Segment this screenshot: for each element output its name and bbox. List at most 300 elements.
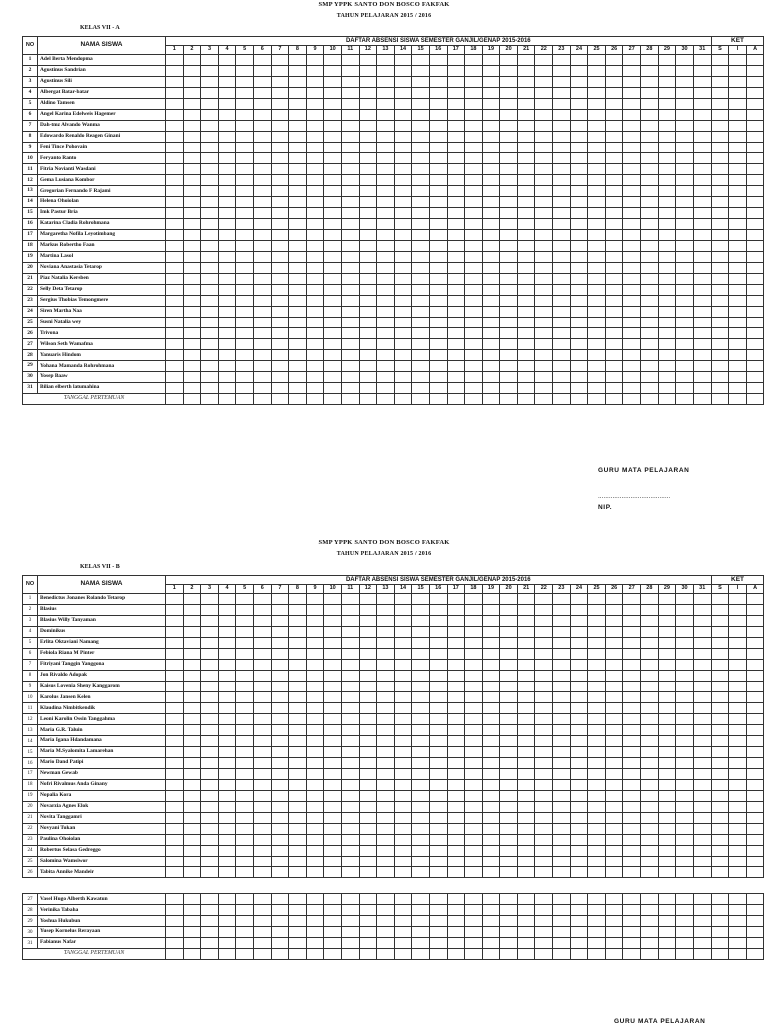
attendance-cell (605, 834, 623, 845)
student-row (23, 801, 764, 812)
attendance-cell (341, 812, 359, 823)
attendance-cell (289, 87, 307, 98)
student-name: Tabita Annike Mandeir (38, 867, 166, 878)
attendance-cell (500, 736, 518, 747)
attendance-cell (553, 219, 571, 230)
attendance-cell (271, 65, 289, 76)
attendance-cell (658, 916, 676, 927)
attendance-cell (465, 175, 483, 186)
attendance-cell (500, 747, 518, 758)
attendance-cell (218, 725, 236, 736)
attendance-cell (570, 98, 588, 109)
attendance-cell (412, 175, 430, 186)
attendance-cell (394, 284, 412, 295)
attendance-cell (324, 251, 342, 262)
attendance-cell (500, 758, 518, 769)
attendance-cell (535, 175, 553, 186)
attendance-cell (306, 769, 324, 780)
student-number: 4 (23, 626, 38, 637)
attendance-cell (658, 894, 676, 905)
attendance-cell (253, 736, 271, 747)
attendance-cell (500, 812, 518, 823)
attendance-cell (306, 670, 324, 681)
student-row (23, 594, 764, 605)
attendance-cell (218, 153, 236, 164)
attendance-cell (482, 55, 500, 66)
attendance-cell (218, 306, 236, 317)
attendance-cell (711, 594, 729, 605)
student-name: Maria M.Syalomita Lamarehan (38, 747, 166, 758)
attendance-cell (289, 927, 307, 938)
attendance-cell (623, 55, 641, 66)
attendance-cell (588, 894, 606, 905)
attendance-cell (271, 834, 289, 845)
attendance-cell (711, 681, 729, 692)
attendance-cell (447, 725, 465, 736)
attendance-cell (465, 350, 483, 361)
attendance-cell (447, 76, 465, 87)
attendance-cell (623, 615, 641, 626)
attendance-cell (605, 812, 623, 823)
student-name: Vasel Hugo Alberth Kawatun (38, 894, 166, 905)
attendance-cell (306, 164, 324, 175)
attendance-cell (324, 339, 342, 350)
student-number: 23 (23, 834, 38, 845)
attendance-cell (641, 328, 659, 339)
attendance-cell (394, 109, 412, 120)
attendance-cell (517, 328, 535, 339)
attendance-cell (588, 670, 606, 681)
student-row (23, 703, 764, 714)
attendance-cell (746, 615, 764, 626)
attendance-cell (500, 905, 518, 916)
attendance-cell (517, 938, 535, 949)
attendance-cell (166, 306, 184, 317)
attendance-cell (324, 295, 342, 306)
attendance-cell (676, 801, 694, 812)
attendance-cell (324, 725, 342, 736)
attendance-cell (412, 55, 430, 66)
attendance-cell (588, 905, 606, 916)
date-cell (412, 394, 430, 405)
attendance-cell (183, 637, 201, 648)
attendance-cell (447, 55, 465, 66)
attendance-cell (183, 98, 201, 109)
attendance-cell (306, 626, 324, 637)
date-cell (271, 394, 289, 405)
attendance-cell (641, 361, 659, 372)
attendance-cell (658, 109, 676, 120)
attendance-cell (359, 262, 377, 273)
attendance-cell (201, 186, 219, 197)
attendance-cell (306, 779, 324, 790)
attendance-cell (658, 714, 676, 725)
ket-code: A (746, 585, 764, 594)
attendance-cell (236, 670, 254, 681)
attendance-cell (447, 295, 465, 306)
attendance-cell (166, 637, 184, 648)
date-cell (605, 394, 623, 405)
attendance-cell (394, 834, 412, 845)
attendance-cell (641, 284, 659, 295)
attendance-cell (570, 594, 588, 605)
attendance-cell (359, 306, 377, 317)
attendance-cell (377, 790, 395, 801)
attendance-cell (236, 801, 254, 812)
attendance-cell (429, 350, 447, 361)
attendance-cell (641, 916, 659, 927)
attendance-cell (306, 714, 324, 725)
attendance-cell (517, 55, 535, 66)
attendance-cell (218, 251, 236, 262)
attendance-cell (570, 779, 588, 790)
attendance-cell (183, 186, 201, 197)
attendance-cell (341, 262, 359, 273)
attendance-cell (693, 120, 711, 131)
attendance-cell (676, 927, 694, 938)
attendance-cell (201, 637, 219, 648)
date-cell (341, 394, 359, 405)
attendance-cell (394, 648, 412, 659)
attendance-cell (693, 594, 711, 605)
attendance-cell (553, 350, 571, 361)
attendance-cell (746, 361, 764, 372)
attendance-cell (535, 142, 553, 153)
student-row (23, 681, 764, 692)
attendance-cell (306, 845, 324, 856)
attendance-cell (218, 916, 236, 927)
attendance-cell (306, 703, 324, 714)
attendance-cell (605, 153, 623, 164)
page-break-gap (23, 878, 764, 894)
attendance-cell (377, 306, 395, 317)
attendance-cell (482, 594, 500, 605)
attendance-cell (711, 801, 729, 812)
student-name: Dominikus (38, 626, 166, 637)
attendance-cell (341, 208, 359, 219)
attendance-cell (218, 594, 236, 605)
attendance-cell (218, 164, 236, 175)
attendance-cell (412, 845, 430, 856)
attendance-cell (588, 801, 606, 812)
attendance-cell (289, 659, 307, 670)
attendance-cell (500, 350, 518, 361)
attendance-cell (605, 845, 623, 856)
student-number: 1 (23, 55, 38, 66)
attendance-cell (306, 186, 324, 197)
attendance-cell (570, 175, 588, 186)
attendance-cell (746, 736, 764, 747)
attendance-cell (641, 834, 659, 845)
attendance-cell (183, 208, 201, 219)
date-cell (658, 949, 676, 960)
attendance-cell (324, 219, 342, 230)
attendance-cell (482, 273, 500, 284)
attendance-cell (429, 867, 447, 878)
date-cell (482, 949, 500, 960)
attendance-cell (465, 55, 483, 66)
attendance-cell (253, 284, 271, 295)
attendance-cell (324, 648, 342, 659)
attendance-cell (324, 834, 342, 845)
student-number: 9 (23, 681, 38, 692)
attendance-cell (341, 725, 359, 736)
attendance-cell (658, 856, 676, 867)
attendance-cell (166, 834, 184, 845)
attendance-cell (535, 905, 553, 916)
student-number: 21 (23, 273, 38, 284)
attendance-cell (746, 856, 764, 867)
attendance-cell (218, 98, 236, 109)
attendance-cell (429, 230, 447, 241)
date-cell (588, 949, 606, 960)
student-name: Noviana Anastasia Tetarop (38, 262, 166, 273)
attendance-cell (570, 142, 588, 153)
attendance-cell (271, 153, 289, 164)
attendance-cell (359, 725, 377, 736)
student-row (23, 927, 764, 938)
attendance-cell (324, 823, 342, 834)
attendance-cell (253, 714, 271, 725)
attendance-cell (341, 76, 359, 87)
attendance-cell (623, 790, 641, 801)
attendance-cell (676, 615, 694, 626)
attendance-cell (623, 927, 641, 938)
student-name: Dah-tmz Alvando Wanma (38, 120, 166, 131)
attendance-cell (588, 692, 606, 703)
attendance-cell (535, 65, 553, 76)
attendance-cell (570, 197, 588, 208)
attendance-cell (306, 219, 324, 230)
attendance-cell (218, 758, 236, 769)
student-number: 27 (23, 339, 38, 350)
attendance-cell (166, 328, 184, 339)
attendance-cell (605, 856, 623, 867)
date-cell (183, 394, 201, 405)
attendance-cell (429, 65, 447, 76)
date-cell (693, 949, 711, 960)
attendance-cell (412, 703, 430, 714)
attendance-cell (359, 98, 377, 109)
attendance-cell (605, 867, 623, 878)
attendance-cell (658, 681, 676, 692)
attendance-cell (482, 153, 500, 164)
attendance-cell (658, 55, 676, 66)
student-name: Mario Dand Patipi (38, 758, 166, 769)
attendance-cell (166, 692, 184, 703)
attendance-cell (253, 769, 271, 780)
attendance-cell (236, 758, 254, 769)
day-number: 3 (201, 585, 219, 594)
attendance-cell (729, 681, 747, 692)
attendance-cell (183, 153, 201, 164)
attendance-cell (236, 845, 254, 856)
student-number: 6 (23, 109, 38, 120)
attendance-cell (183, 306, 201, 317)
attendance-cell (218, 790, 236, 801)
attendance-cell (553, 197, 571, 208)
attendance-cell (377, 615, 395, 626)
attendance-cell (588, 845, 606, 856)
attendance-cell (447, 142, 465, 153)
attendance-cell (570, 87, 588, 98)
attendance-cell (623, 604, 641, 615)
attendance-cell (711, 790, 729, 801)
attendance-cell (447, 615, 465, 626)
student-name: Piaz Natalia Kersben (38, 273, 166, 284)
attendance-cell (658, 87, 676, 98)
date-cell (377, 949, 395, 960)
attendance-cell (658, 153, 676, 164)
day-number: 17 (447, 585, 465, 594)
attendance-cell (306, 648, 324, 659)
gap-cell (23, 878, 764, 894)
attendance-cell (236, 55, 254, 66)
attendance-cell (588, 867, 606, 878)
attendance-cell (588, 306, 606, 317)
attendance-cell (693, 361, 711, 372)
attendance-cell (605, 328, 623, 339)
attendance-cell (236, 604, 254, 615)
attendance-cell (289, 845, 307, 856)
attendance-cell (341, 87, 359, 98)
attendance-cell (465, 670, 483, 681)
attendance-cell (447, 273, 465, 284)
student-name: Nopalia Kora (38, 790, 166, 801)
attendance-cell (605, 339, 623, 350)
attendance-cell (306, 284, 324, 295)
attendance-cell (183, 284, 201, 295)
attendance-cell (377, 208, 395, 219)
attendance-cell (183, 703, 201, 714)
attendance-cell (166, 894, 184, 905)
attendance-cell (166, 801, 184, 812)
attendance-cell (465, 823, 483, 834)
attendance-cell (341, 927, 359, 938)
student-row (23, 240, 764, 251)
attendance-cell (236, 916, 254, 927)
attendance-cell (588, 120, 606, 131)
attendance-cell (605, 626, 623, 637)
attendance-cell (500, 339, 518, 350)
attendance-cell (641, 87, 659, 98)
student-row (23, 626, 764, 637)
date-cell (465, 394, 483, 405)
attendance-cell (218, 736, 236, 747)
attendance-cell (201, 725, 219, 736)
attendance-cell (412, 823, 430, 834)
attendance-cell (553, 834, 571, 845)
attendance-cell (711, 758, 729, 769)
attendance-cell (236, 153, 254, 164)
attendance-cell (289, 153, 307, 164)
date-cell (324, 949, 342, 960)
attendance-cell (605, 350, 623, 361)
attendance-cell (377, 779, 395, 790)
attendance-cell (377, 637, 395, 648)
attendance-cell (500, 626, 518, 637)
attendance-cell (711, 87, 729, 98)
attendance-cell (394, 747, 412, 758)
attendance-cell (553, 747, 571, 758)
attendance-cell (623, 867, 641, 878)
attendance-cell (324, 714, 342, 725)
attendance-cell (236, 905, 254, 916)
attendance-cell (553, 262, 571, 273)
attendance-cell (253, 339, 271, 350)
attendance-cell (623, 637, 641, 648)
attendance-cell (553, 361, 571, 372)
attendance-cell (447, 240, 465, 251)
attendance-cell (535, 230, 553, 241)
attendance-cell (183, 648, 201, 659)
attendance-cell (676, 670, 694, 681)
attendance-cell (306, 350, 324, 361)
attendance-cell (482, 845, 500, 856)
attendance-cell (517, 383, 535, 394)
attendance-cell (429, 916, 447, 927)
date-cell (306, 949, 324, 960)
attendance-cell (605, 295, 623, 306)
attendance-cell (658, 659, 676, 670)
attendance-cell (465, 142, 483, 153)
attendance-cell (711, 823, 729, 834)
attendance-cell (412, 916, 430, 927)
attendance-cell (201, 801, 219, 812)
attendance-cell (746, 295, 764, 306)
attendance-cell (289, 692, 307, 703)
attendance-cell (535, 131, 553, 142)
attendance-cell (746, 769, 764, 780)
attendance-cell (324, 894, 342, 905)
attendance-cell (218, 812, 236, 823)
student-number: 16 (23, 219, 38, 230)
attendance-cell (429, 637, 447, 648)
student-number: 12 (23, 714, 38, 725)
attendance-cell (201, 383, 219, 394)
attendance-cell (289, 637, 307, 648)
attendance-cell (641, 251, 659, 262)
attendance-cell (711, 637, 729, 648)
attendance-cell (676, 604, 694, 615)
attendance-cell (535, 692, 553, 703)
attendance-cell (201, 87, 219, 98)
attendance-cell (658, 120, 676, 131)
attendance-cell (711, 65, 729, 76)
day-number: 3 (201, 46, 219, 55)
attendance-cell (341, 153, 359, 164)
student-number: 11 (23, 703, 38, 714)
attendance-cell (394, 240, 412, 251)
attendance-cell (711, 703, 729, 714)
attendance-cell (236, 350, 254, 361)
attendance-cell (535, 714, 553, 725)
student-number: 12 (23, 175, 38, 186)
attendance-cell (535, 262, 553, 273)
attendance-cell (201, 208, 219, 219)
attendance-cell (306, 594, 324, 605)
day-number: 12 (359, 46, 377, 55)
attendance-cell (271, 894, 289, 905)
student-row (23, 659, 764, 670)
attendance-cell (658, 905, 676, 916)
attendance-cell (359, 604, 377, 615)
signature-line-a: ........................................ (598, 493, 671, 500)
nip-label-a: NIP. (598, 504, 613, 511)
attendance-cell (641, 55, 659, 66)
attendance-cell (183, 867, 201, 878)
attendance-cell (377, 938, 395, 949)
